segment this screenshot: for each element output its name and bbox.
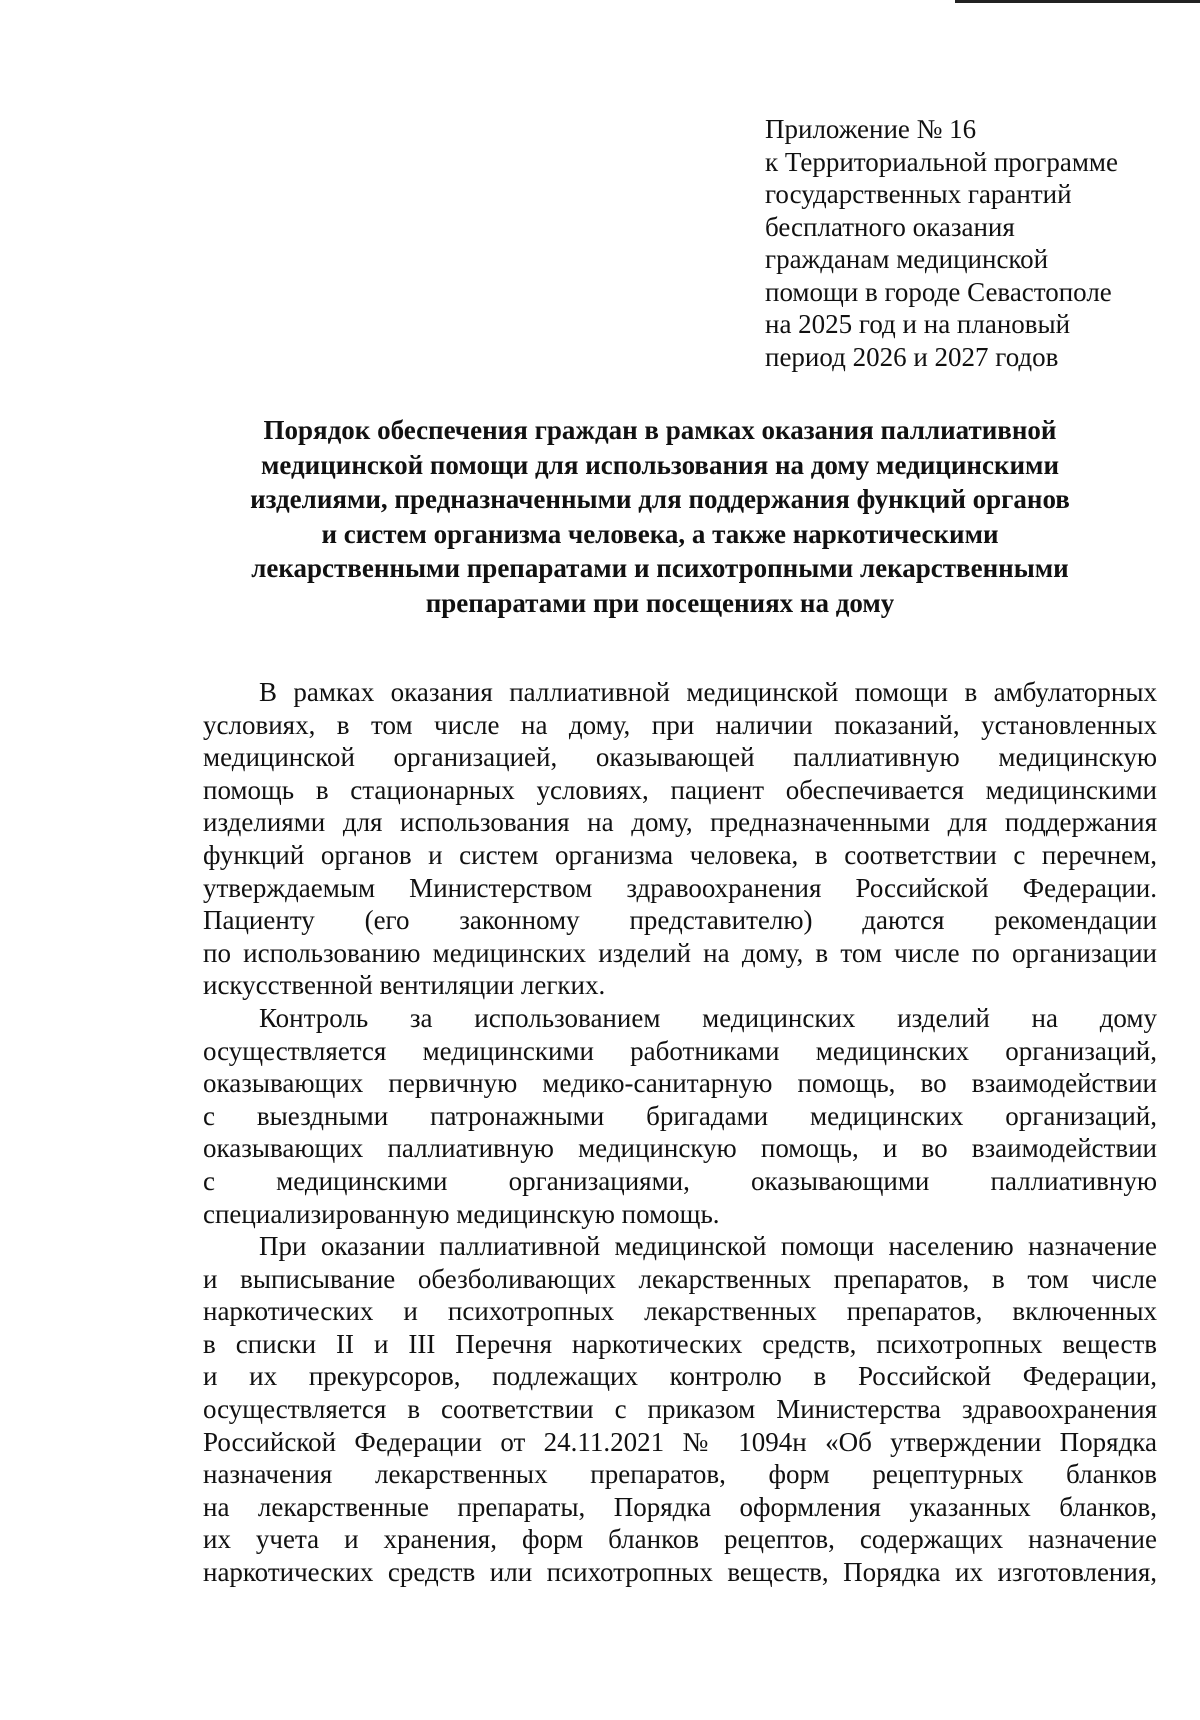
paragraph-narcotics [203, 1230, 1157, 1589]
title-line: Порядок обеспечения граждан в рамках оказания паллиативной [263, 415, 1057, 445]
text-line: условиях, в том числе на дому, при наличии показаний, установленных [203, 709, 1157, 740]
text-line: медицинской организацией, оказывающей паллиативную медицинскую [203, 742, 1157, 773]
text-line: Российской Федерации от 24.11.2021 № 1094н «Об утверждении Порядка [203, 1426, 1157, 1457]
text-line: оказывающих первичную медико-санитарную помощь, во взаимодействии [203, 1068, 1157, 1099]
appendix-line: на 2025 год и на плановый [765, 309, 1071, 339]
appendix-heading [765, 113, 1185, 373]
text-line: с выездными патронажными бригадами медицинских организаций, [203, 1100, 1157, 1131]
text-line: Контроль за использованием медицинских изделий на дому [259, 1002, 1157, 1033]
text-line: изделиями для использования на дому, предназначенными для поддержания [203, 807, 1157, 838]
title-line: препаратами при посещениях на дому [425, 587, 895, 618]
text-line: помощь в стационарных условиях, пациент обеспечивается медицинскими [203, 774, 1157, 805]
title-line: и систем организма человека, а также наркотическими [321, 518, 999, 549]
text-line: В рамках оказания паллиативной медицинской помощи в амбулаторных [259, 677, 1157, 707]
appendix-line: к Территориальной программе [765, 146, 1118, 177]
text-line: специализированную медицинскую помощь. [203, 1198, 720, 1229]
text-line: При оказании паллиативной медицинской помощи населению назначение [259, 1231, 1157, 1262]
text-line: их учета и хранения, форм бланков рецептов, содержащих назначение [203, 1524, 1157, 1555]
text-line: осуществляется медицинскими работниками медицинских организаций, [203, 1035, 1157, 1066]
document-body [203, 676, 1157, 1589]
text-line: на лекарственные препараты, Порядка оформления указанных бланков, [203, 1491, 1157, 1522]
text-line: назначения лекарственных препаратов, форм рецептурных бланков [203, 1459, 1157, 1490]
text-line: с медицинскими организациями, оказывающими паллиативную [203, 1165, 1157, 1196]
text-line: функций органов и систем организма человека, в соответствии с перечнем, [203, 839, 1157, 870]
text-line: искусственной вентиляции легких. [203, 970, 606, 1001]
text-line: и выписывание обезболивающих лекарственных препаратов, в том числе [203, 1263, 1157, 1294]
title-line: медицинской помощи для использования на дому медицинскими [260, 449, 1060, 480]
paragraph-control [203, 1002, 1157, 1230]
text-line: осуществляется в соответствии с приказом Министерства здравоохранения [203, 1394, 1157, 1425]
title-line: изделиями, предназначенными для поддержания функций органов [250, 484, 1070, 514]
appendix-line: период 2026 и 2027 годов [765, 341, 1059, 372]
appendix-line: государственных гарантий [765, 179, 1072, 209]
paragraph-home-devices [203, 676, 1157, 1002]
appendix-line: бесплатного оказания [765, 211, 1015, 242]
appendix-line: помощи в городе Севастополе [765, 276, 1112, 307]
appendix-line: гражданам медицинской [765, 244, 1049, 274]
text-line: наркотических средств или психотропных веществ, Порядка их изготовления, [203, 1557, 1157, 1588]
scan-edge-line [955, 0, 1200, 3]
text-line: Пациенту (его законному представителю) даются рекомендации [203, 905, 1157, 936]
text-line: оказывающих паллиативную медицинскую помощь, и во взаимодействии [203, 1133, 1157, 1164]
text-line: по использованию медицинских изделий на дому, в том числе по организации [203, 937, 1157, 968]
text-line: утверждаемым Министерством здравоохранения Российской Федерации. [203, 872, 1157, 903]
title-line: лекарственными препаратами и психотропными лекарственными [251, 553, 1069, 583]
text-line: и их прекурсоров, подлежащих контролю в Российской Федерации, [203, 1361, 1157, 1392]
text-line: в списки II и III Перечня наркотических средств, психотропных веществ [203, 1328, 1157, 1359]
appendix-line: Приложение № 16 [765, 114, 977, 144]
text-line: наркотических и психотропных лекарственных препаратов, включенных [203, 1296, 1157, 1327]
document-title [200, 413, 1120, 620]
